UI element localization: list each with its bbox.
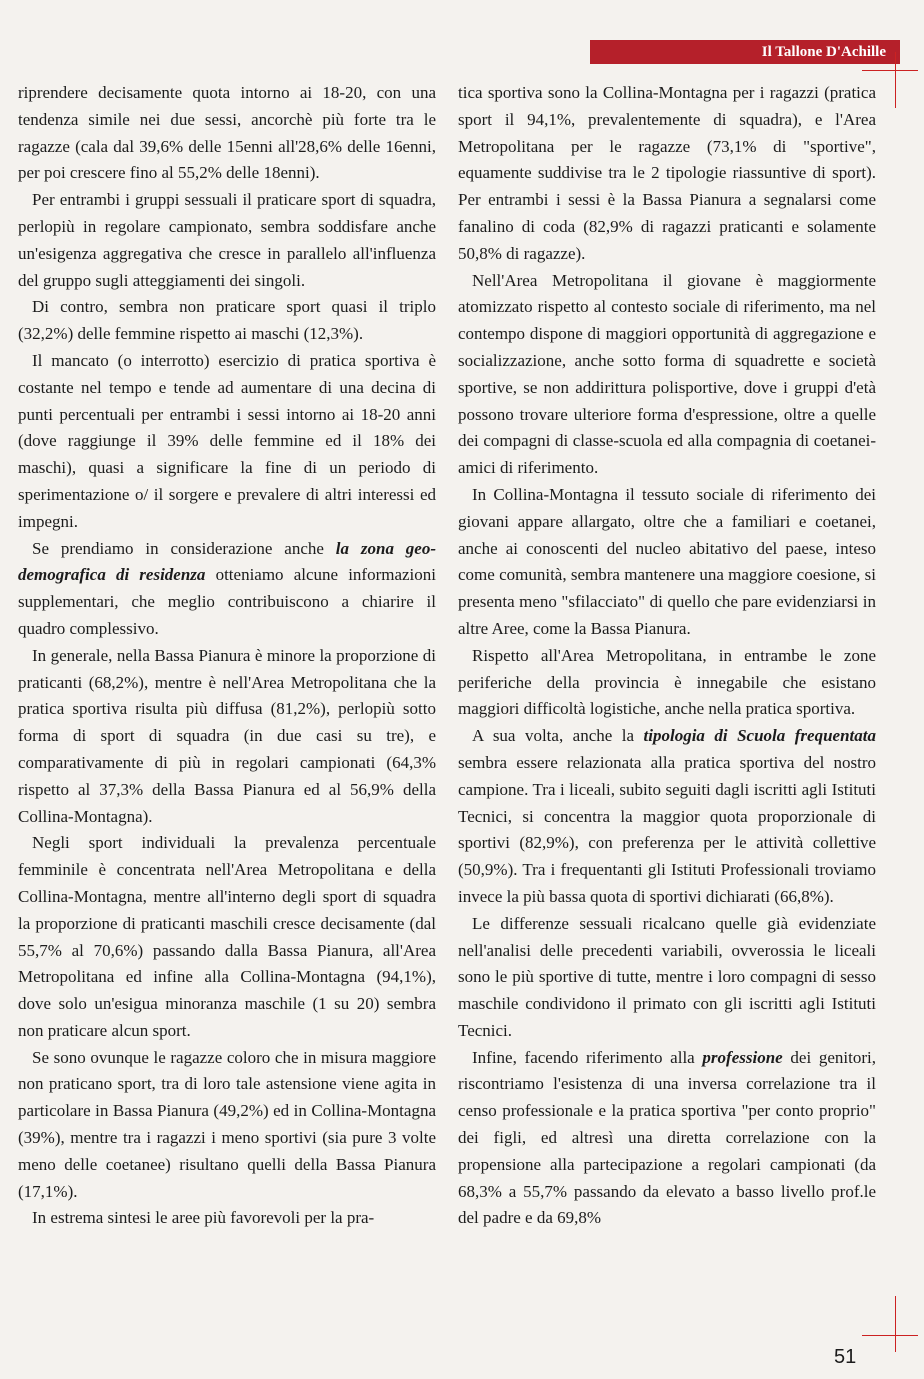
paragraph-text: otteniamo alcune informazioni supplementari, che meglio contribuiscono a chiarire il quadro complessivo.	[18, 565, 436, 638]
paragraph-text: dei genitori, riscontriamo l'esistenza di una inversa correlazione tra il censo professionale e la pratica sportiva "per conto proprio" dei figli, ed altresì una diretta correlazione con la propensione alla partecipazione a regolari campionati (da 68,3% a 55,7% passando da elevato a basso livello prof.le del padre e da 69,8%	[458, 1047, 876, 1228]
left-text-column	[18, 80, 436, 1232]
paragraph: In Collina-Montagna il tessuto sociale di riferimento dei giovani appare allargato, oltre che a familiari e coetanei, anche ai conoscenti del nucleo abitativo del paese, inteso come comunità, sembra mantenere una maggiore coesione, si presenta meno "sfilacciato" di quello che pare evidenziarsi in altre Aree, come la Bassa Pianura.	[458, 484, 876, 638]
crop-mark-top-right-horizontal	[862, 70, 918, 71]
paragraph-text: A sua volta, anche la	[472, 726, 644, 746]
paragraph: Se sono ovunque le ragazze coloro che in misura maggiore non praticano sport, tra di loro tale astensione viene agita in particolare in Bassa Pianura (49,2%) ed in Collina-Montagna (39%), mentre tra i ragazzi i meno sportivi (sia pure 3 volte meno delle coetanee) risultano quelli della Bassa Pianura (17,1%).	[18, 1047, 436, 1201]
crop-mark-bottom-right-vertical	[895, 1296, 896, 1352]
crop-mark-bottom-right-horizontal	[862, 1335, 918, 1336]
paragraph	[18, 536, 436, 643]
paragraph: In estrema sintesi le aree più favorevoli per la pra-	[32, 1208, 375, 1228]
right-text-column	[458, 80, 876, 1232]
paragraph: riprendere decisamente quota intorno ai 18-20, con una tendenza simile nei due sessi, ancorchè più forte tra le ragazze (cala dal 39,6% delle 15enni all'28,6% delle 16enni, per poi crescere fino al 55,2% delle 18enni).	[18, 83, 436, 183]
paragraph: Rispetto all'Area Metropolitana, in entrambe le zone periferiche della provincia è innegabile che esistano maggiori difficoltà logistiche, anche nella pratica sportiva.	[458, 645, 876, 719]
emphasized-term: la zona geo-demografica di residenza	[18, 538, 437, 585]
paragraph: Nell'Area Metropolitana il giovane è maggiormente atomizzato rispetto al contesto sociale di riferimento, ma nel contempo dispone di maggiori opportunità di aggregazione e socializzazione, anche sotto forma di squadrette e società sportive, se non addirittura polisportive, dove i gruppi d'età possono trovare ulteriore forma d'espressione, oltre a quelle dei compagni di classe-scuola ed alla compagnia di coetanei-amici di riferimento.	[458, 270, 876, 478]
paragraph-text: Infine, facendo riferimento alla	[472, 1047, 703, 1067]
paragraph	[458, 1045, 876, 1233]
running-header: Il Tallone D'Achille	[590, 40, 900, 64]
paragraph: Per entrambi i gruppi sessuali il praticare sport di squadra, perlopiù in regolare campionato, sembra soddisfare anche un'esigenza aggregativa che cresce in parallelo all'influenza del gruppo sugli atteggiamenti dei singoli.	[18, 190, 436, 290]
paragraph: Il mancato (o interrotto) esercizio di pratica sportiva è costante nel tempo e tende ad aumentare di una decina di punti percentuali per entrambi i sessi intorno ai 18-20 anni (dove raggiunge il 39% delle femmine ed il 18% dei maschi), quasi a significare la fine di un periodo di sperimentazione o/ il sorgere e prevalere di altri interessi ed impegni.	[18, 350, 436, 531]
paragraph	[458, 723, 876, 911]
paragraph: Le differenze sessuali ricalcano quelle già evidenziate nell'analisi delle precedenti variabili, ovverossia le liceali sono le più sportive di tutte, mentre i loro compagni di sesso maschile condividono il primato con gli iscritti agli Istituti Tecnici.	[458, 913, 876, 1040]
paragraph: Negli sport individuali la prevalenza percentuale femminile è concentrata nell'Area Metropolitana e della Collina-Montagna, mentre all'interno degli sport di squadra la proporzione di praticanti maschili cresce decisamente (dal 55,7% al 70,6%) passando dalla Bassa Pianura, all'Area Metropolitana ed infine alla Collina-Montagna (94,1%), dove solo un'esigua minoranza maschile (1 su 20) sembra non praticare alcun sport.	[18, 833, 436, 1040]
page-number: 51	[834, 1346, 857, 1368]
paragraph-text: sembra essere relazionata alla pratica sportiva del nostro campione. Tra i liceali, subito seguiti dagli iscritti agli Istituti Tecnici, si concentra la maggior quota proporzionale di sportivi (82,9%), con preferenza per le attività collettive (50,9%). Tra i frequentanti gli Istituti Professionali troviamo invece la più bassa quota di sportivi dichiarati (66,8%).	[458, 752, 876, 906]
emphasized-term: professione	[702, 1047, 783, 1067]
paragraph: In generale, nella Bassa Pianura è minore la proporzione di praticanti (68,2%), mentre è nell'Area Metropolitana che la pratica sportiva risulta più diffusa (81,2%), perlopiù sotto forma di sport di squadra (in due casi su tre), e comparativamente di più in regolari campionati (64,3% rispetto al 37,3% della Bassa Pianura ed al 56,9% della Collina-Montagna).	[18, 645, 436, 826]
paragraph: tica sportiva sono la Collina-Montagna per i ragazzi (pratica sport il 94,1%, prevalentemente di squadra), e l'Area Metropolitana per le ragazze (73,1% di "sportive", equamente suddivise tra le 2 tipologie riassuntive di sport). Per entrambi i sessi è la Bassa Pianura a segnalarsi come fanalino di coda (82,9% di ragazzi praticanti e solamente 50,8% di ragazze).	[458, 83, 876, 263]
emphasized-term: tipologia di Scuola frequentata	[643, 726, 876, 746]
paragraph-text: Se prendiamo in considerazione anche	[32, 538, 336, 558]
crop-mark-top-right-vertical	[895, 52, 896, 108]
paragraph: Di contro, sembra non praticare sport quasi il triplo (32,2%) delle femmine rispetto ai maschi (12,3%).	[18, 297, 436, 344]
